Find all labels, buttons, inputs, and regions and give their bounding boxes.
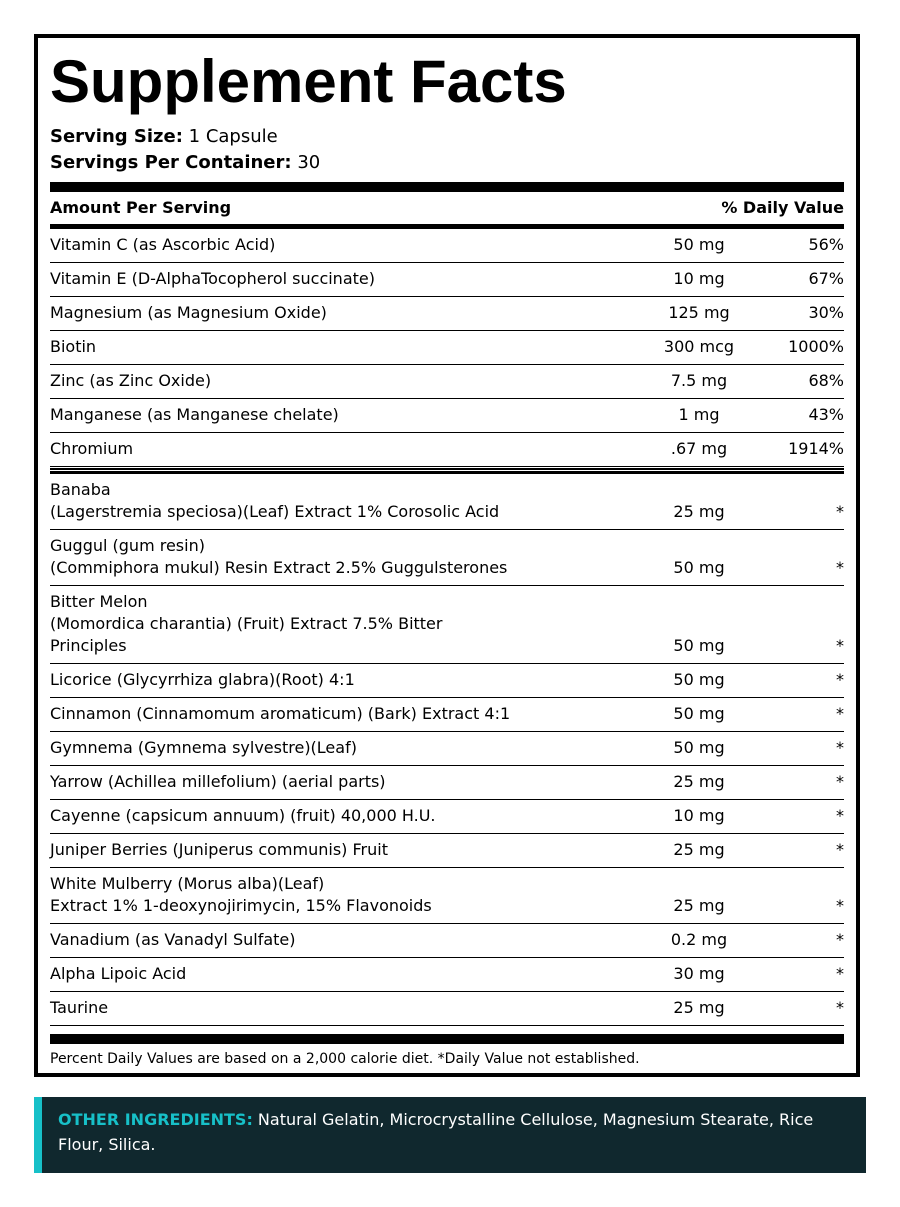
ingredient-name (50, 703, 640, 725)
table-row (50, 263, 844, 297)
ingredient-name-line: Vanadium (as Vanadyl Sulfate) (50, 930, 296, 949)
ingredient-daily-value: * (836, 964, 844, 983)
ingredient-amount: 10 mg (673, 806, 725, 825)
table-row (50, 365, 844, 399)
ingredient-amount: 0.2 mg (670, 930, 728, 949)
ingredient-name (50, 669, 640, 691)
ingredient-amount: 25 mg (673, 840, 725, 859)
other-ingredients-text: Natural Gelatin, Microcrystalline Cellulose, Magnesium Stearate, Rice Flour, Silica. (58, 1110, 814, 1154)
ingredient-daily-value: * (836, 840, 844, 859)
servings-value: 30 (291, 152, 321, 173)
ingredient-name: Vitamin E (D-AlphaTocopherol succinate) (50, 269, 375, 288)
ingredient-name: Biotin (50, 337, 97, 356)
ingredient-daily-value: 1000% (788, 337, 844, 356)
ingredient-name: Vitamin C (as Ascorbic Acid) (50, 235, 276, 254)
ingredient-name (50, 929, 640, 951)
ingredient-daily-value: * (836, 502, 844, 521)
ingredient-amount: 10 mg (673, 269, 725, 288)
table-row (50, 868, 844, 924)
table-row (50, 732, 844, 766)
ingredient-daily-value: * (836, 772, 844, 791)
serving-size (50, 125, 278, 149)
table-row (50, 474, 844, 530)
ingredient-name (50, 535, 640, 579)
ingredient-name (50, 737, 640, 759)
other-ingredients-banner (34, 1097, 866, 1173)
table-header (50, 198, 844, 218)
ingredient-daily-value: * (836, 704, 844, 723)
table-row (50, 992, 844, 1026)
ingredient-amount: 50 mg (673, 738, 725, 757)
ingredient-daily-value: * (836, 558, 844, 577)
table-row (50, 399, 844, 433)
ingredient-name: Magnesium (as Magnesium Oxide) (50, 303, 327, 322)
ingredient-amount: .67 mg (670, 439, 728, 458)
header-amount-per-serving: Amount Per Serving (50, 198, 232, 217)
ingredient-name-line: (Commiphora mukul) Resin Extract 2.5% Guggulsterones (50, 558, 508, 577)
table-row (50, 229, 844, 263)
ingredient-daily-value: 1914% (788, 439, 844, 458)
ingredient-name-line: Licorice (Glycyrrhiza glabra)(Root) 4:1 (50, 670, 355, 689)
ingredient-name (50, 873, 640, 917)
ingredient-daily-value: 56% (808, 235, 844, 254)
ingredient-daily-value: 30% (808, 303, 844, 322)
servings-label: Servings Per Container: (50, 152, 292, 173)
ingredient-amount: 7.5 mg (670, 371, 728, 390)
ingredient-name (50, 771, 640, 793)
table-row (50, 297, 844, 331)
ingredient-name-line: (Lagerstremia speciosa)(Leaf) Extract 1% Corosolic Acid (50, 502, 500, 521)
table-row (50, 766, 844, 800)
ingredient-daily-value: * (836, 930, 844, 949)
ingredient-name-line: Bitter Melon (50, 592, 148, 611)
servings-per-container (50, 151, 320, 175)
ingredient-name (50, 591, 640, 657)
supplement-facts-panel (34, 34, 860, 1077)
ingredient-amount: 50 mg (673, 670, 725, 689)
ingredient-name-line: Banaba (50, 480, 111, 499)
ingredient-amount: 25 mg (673, 772, 725, 791)
ingredient-amount: 25 mg (673, 896, 725, 915)
ingredient-name (50, 479, 640, 523)
table-row (50, 331, 844, 365)
table-row (50, 433, 844, 467)
ingredient-amount: 50 mg (673, 704, 725, 723)
ingredient-name: Manganese (as Manganese chelate) (50, 405, 339, 424)
ingredient-name-line: Yarrow (Achillea millefolium) (aerial parts) (50, 772, 386, 791)
ingredient-name: Chromium (50, 439, 134, 458)
vitamin-table (50, 229, 844, 467)
ingredient-name-line: Principles (50, 636, 127, 655)
table-row (50, 664, 844, 698)
ingredient-amount: 50 mg (673, 558, 725, 577)
table-row (50, 800, 844, 834)
ingredient-name: Zinc (as Zinc Oxide) (50, 371, 212, 390)
ingredient-name-line: White Mulberry (Morus alba)(Leaf) (50, 874, 325, 893)
ingredient-daily-value: * (836, 998, 844, 1017)
ingredient-name-line: (Momordica charantia) (Fruit) Extract 7.5% Bitter (50, 614, 443, 633)
ingredient-amount: 50 mg (673, 636, 725, 655)
other-ingredients-label: OTHER INGREDIENTS: (58, 1110, 253, 1129)
page-title: Supplement Facts (50, 48, 567, 115)
ingredient-daily-value: 43% (808, 405, 844, 424)
ingredient-name-line: Cayenne (capsicum annuum) (fruit) 40,000 H.U. (50, 806, 436, 825)
ingredient-name-line: Juniper Berries (Juniperus communis) Fruit (50, 840, 388, 859)
thick-divider-top (50, 182, 844, 192)
ingredient-name-line: Guggul (gum resin) (50, 536, 205, 555)
footnote: Percent Daily Values are based on a 2,000 calorie diet. *Daily Value not established. (50, 1051, 640, 1067)
ingredient-amount: 1 mg (678, 405, 720, 424)
ingredient-daily-value: * (836, 636, 844, 655)
ingredient-name-line: Cinnamon (Cinnamomum aromaticum) (Bark) Extract 4:1 (50, 704, 511, 723)
ingredient-name (50, 963, 640, 985)
serving-size-label: Serving Size: (50, 126, 183, 147)
ingredient-amount: 50 mg (673, 235, 725, 254)
table-row (50, 958, 844, 992)
ingredient-name (50, 839, 640, 861)
table-row (50, 698, 844, 732)
ingredient-name-line: Taurine (50, 998, 109, 1017)
thick-divider-bottom (50, 1034, 844, 1044)
ingredient-daily-value: * (836, 670, 844, 689)
ingredient-amount: 125 mg (668, 303, 730, 322)
ingredient-name-line: Gymnema (Gymnema sylvestre)(Leaf) (50, 738, 357, 757)
extract-table (50, 474, 844, 1026)
ingredient-daily-value: * (836, 896, 844, 915)
table-row (50, 586, 844, 664)
ingredient-daily-value: 67% (808, 269, 844, 288)
ingredient-name-line: Extract 1% 1-deoxynojirimycin, 15% Flavonoids (50, 896, 432, 915)
ingredient-name-line: Alpha Lipoic Acid (50, 964, 187, 983)
ingredient-name (50, 805, 640, 827)
ingredient-amount: 25 mg (673, 998, 725, 1017)
ingredient-daily-value: * (836, 738, 844, 757)
serving-size-value: 1 Capsule (182, 126, 278, 147)
ingredient-daily-value: 68% (808, 371, 844, 390)
ingredient-amount: 30 mg (673, 964, 725, 983)
ingredient-amount: 300 mcg (663, 337, 735, 356)
header-daily-value: % Daily Value (721, 198, 844, 217)
table-row (50, 834, 844, 868)
table-row (50, 924, 844, 958)
table-row (50, 530, 844, 586)
ingredient-daily-value: * (836, 806, 844, 825)
ingredient-name (50, 997, 640, 1019)
ingredient-amount: 25 mg (673, 502, 725, 521)
